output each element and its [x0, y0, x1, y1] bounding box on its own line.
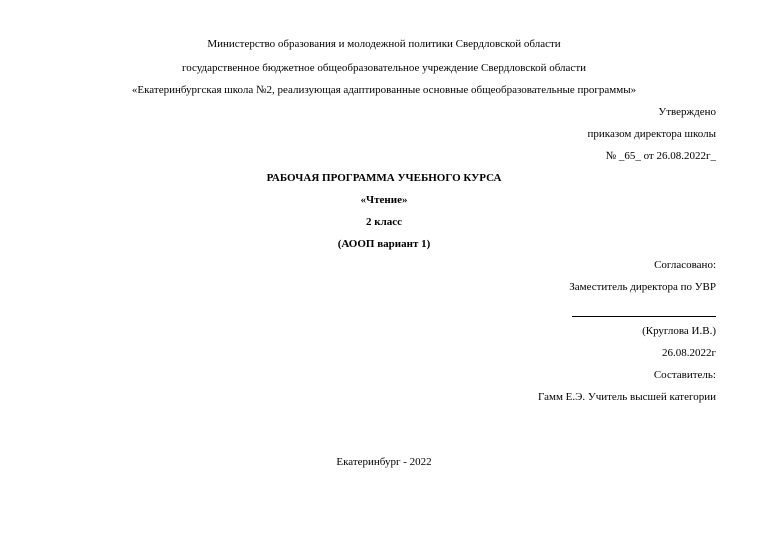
- ministry-line: Министерство образования и молодежной политики Свердловской области: [207, 38, 561, 50]
- program-grade: 2 класс: [365, 216, 403, 228]
- program-variant: (АООП вариант 1): [337, 238, 431, 250]
- deputy-director: Заместитель директора по УВР: [569, 281, 716, 293]
- approval-number-date: № _65_ от 26.08.2022г_: [605, 150, 716, 162]
- approval-order: приказом директора школы: [587, 128, 716, 140]
- agreed-label: Согласовано:: [654, 259, 716, 271]
- program-title: РАБОЧАЯ ПРОГРАММА УЧЕБНОГО КУРСА: [266, 172, 502, 184]
- signature-line: [572, 316, 716, 317]
- school-name-line: «Екатеринбургская школа №2, реализующая адаптированные основные общеобразовательные программы»: [131, 84, 637, 96]
- program-subject: «Чтение»: [360, 194, 408, 206]
- agreement-date: 26.08.2022г: [661, 347, 716, 359]
- approved-label: Утверждено: [658, 106, 716, 118]
- institution-line: государственное бюджетное общеобразовательное учреждение Свердловской области: [181, 62, 587, 74]
- compiler-label: Составитель:: [653, 369, 716, 381]
- compiler-name: Гамм Е.Э. Учитель высшей категории: [538, 391, 716, 403]
- city-year: Екатеринбург - 2022: [336, 456, 432, 468]
- deputy-name: (Круглова И.В.): [642, 325, 716, 337]
